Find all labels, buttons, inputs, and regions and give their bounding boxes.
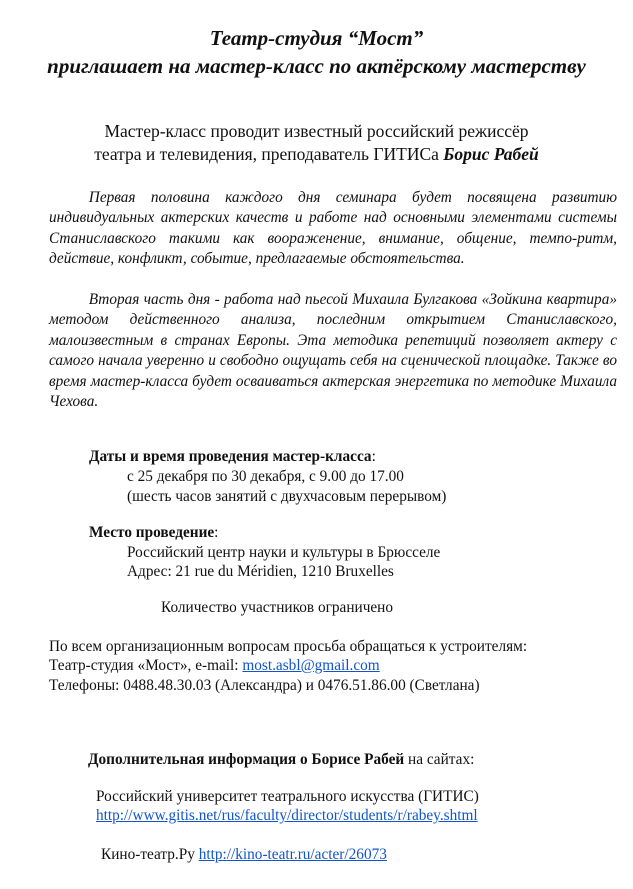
contacts-line-1: По всем организационным вопросам просьба обращаться к устроителям: <box>49 638 528 655</box>
kino-name: Кино-театр.Ру <box>101 846 199 863</box>
venue-label <box>89 523 218 542</box>
title-line-2: приглашает на мастер-класс по актёрскому мастерству <box>47 54 586 78</box>
paragraph-1: Первая половина каждого дня семинара будет посвящена развитию индивидуальных актерских качеств и работе над основными элементами системы Станиславского такими как воораженение, внимание, общение, темпо-ритм, действие, конфликт, событие, предлагаемые обстоятельства. <box>49 189 617 268</box>
email-link[interactable]: most.asbl@gmail.com <box>242 657 380 674</box>
more-info-label <box>88 750 474 769</box>
title-line-1: Театр-студия “Мост” <box>209 26 424 50</box>
gitis-name: Российский университет театрального искусства (ГИТИС) <box>96 788 479 805</box>
subtitle-line-1: Мастер-класс проводит известный российский режиссёр <box>104 121 529 141</box>
kino-link[interactable]: http://kino-teatr.ru/acter/26073 <box>198 846 387 863</box>
participants-limited: Количество участников ограничено <box>161 599 394 616</box>
contacts-line-2 <box>49 656 380 675</box>
gitis-link-row <box>96 806 478 825</box>
subtitle-text: театра и телевидения, преподаватель ГИТИСа <box>94 144 444 164</box>
colon: : <box>371 448 376 465</box>
dates-line-1: с 25 декабря по 30 декабря, с 9.00 до 17.00 <box>127 468 404 485</box>
dates-line-2: (шесть часов занятий с двухчасовым перерывом) <box>127 488 447 505</box>
venue-label-text: Место проведение <box>89 524 215 541</box>
contacts-studio: Театр-студия «Мост», e-mail: <box>49 657 243 674</box>
kino-row <box>101 845 387 864</box>
subtitle-line-2 <box>0 143 633 166</box>
dates-label-text: Даты и время проведения мастер-класса <box>89 448 372 465</box>
director-name: Борис Рабей <box>443 144 539 164</box>
venue-line-1: Российский центр науки и культуры в Брюсселе <box>127 544 441 561</box>
more-info-bold: Дополнительная информация о Борисе Рабей <box>88 751 405 768</box>
colon: : <box>214 524 219 541</box>
venue-address: Адрес: 21 rue du Méridien, 1210 Bruxelles <box>127 563 394 580</box>
paragraph-2: Вторая часть дня - работа над пьесой Михаила Булгакова «Зойкина квартира» методом действенного анализа, последним открытием Станиславского, малоизвестным в странах Европы. Эта методика репетиций позволяет актеру с самого начала уверенно и свободно ощущать себя на сценической площадке. Также во время мастер-класса будет осваиваться актерская энергетика по методике Михаила Чехова. <box>49 291 617 411</box>
more-info-rest: на сайтах: <box>404 751 475 768</box>
gitis-link[interactable]: http://www.gitis.net/rus/faculty/director/students/r/rabey.shtml <box>96 807 478 824</box>
dates-label <box>89 447 376 466</box>
contacts-phones: Телефоны: 0488.48.30.03 (Александра) и 0476.51.86.00 (Светлана) <box>49 677 480 694</box>
